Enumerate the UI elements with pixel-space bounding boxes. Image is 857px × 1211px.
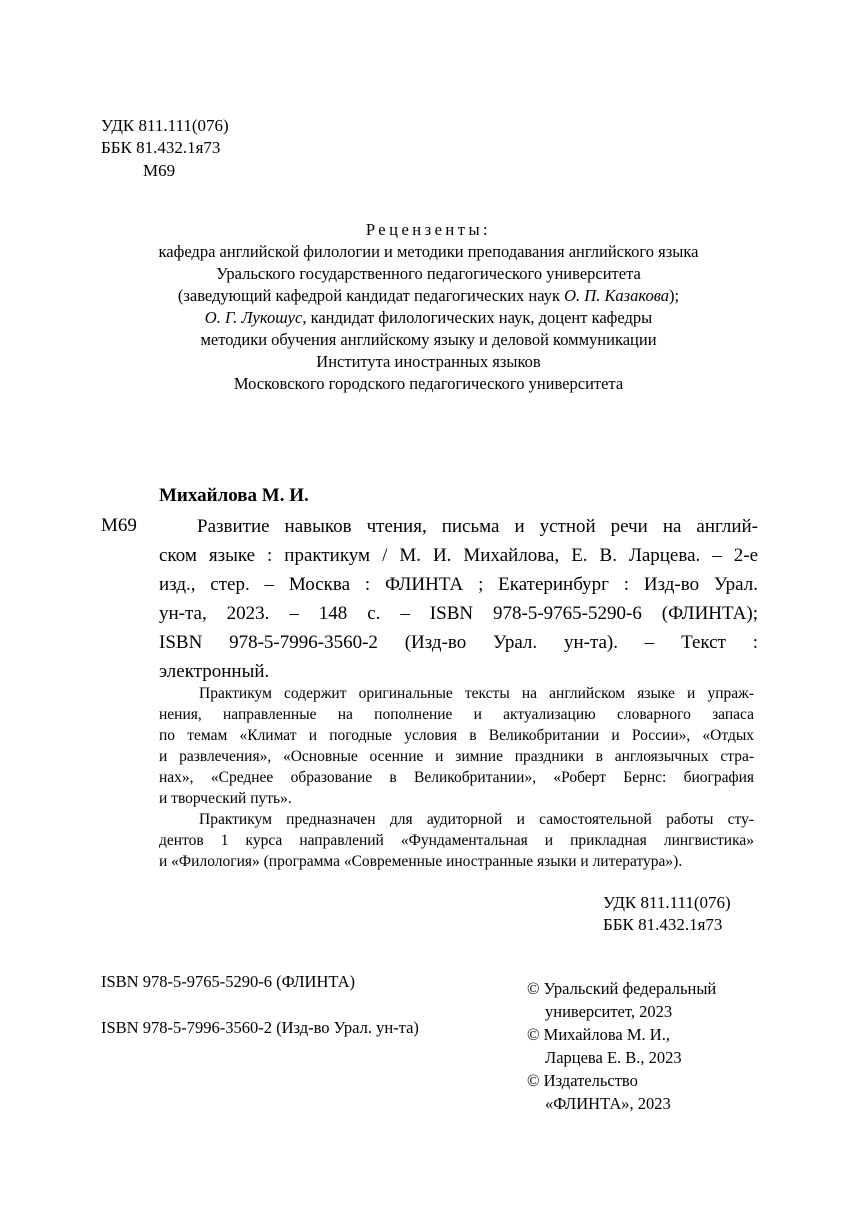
bbk-bottom: ББК 81.432.1я73	[603, 915, 723, 934]
entry-line: ском языке : практикум / М. И. Михайлова, Е. В. Ларцева. – 2-е	[159, 545, 758, 566]
copyright-line: университет, 2023	[545, 1002, 673, 1021]
reviewers-block	[0, 219, 857, 395]
copyright-line: Ларцева Е. В., 2023	[545, 1048, 682, 1067]
annotation-line: нения, направленные на пополнение и актуализацию словарного запаса	[159, 706, 754, 723]
reviewer-head-line	[0, 285, 857, 307]
reviewer-second-univ: Московского городского педагогического университета	[233, 374, 624, 393]
reviewer-dept-line: кафедра английской филологии и методики преподавания английского языка	[158, 242, 699, 261]
annotation-line: и развлечения», «Основные осенние и зимние праздники в англоязычных стра-	[159, 748, 754, 765]
udk-top: УДК 811.111(076)	[101, 116, 229, 135]
reviewer-univ-line: Уральского государственного педагогического университета	[216, 264, 641, 283]
entry-line: изд., стер. – Москва : ФЛИНТА ; Екатеринбург : Изд-во Урал.	[159, 574, 758, 595]
isbn-flinta: ISBN 978-5-9765-5290-6 (ФЛИНТА)	[101, 972, 356, 991]
copyright-line: © Издательство	[527, 1071, 638, 1090]
reviewer-head-suffix: );	[669, 286, 680, 305]
reviewer-second-name: О. Г. Лукошус	[204, 308, 303, 327]
entry-line: ISBN 978-5-7996-3560-2 (Изд-во Урал. ун-та). – Текст :	[159, 632, 758, 653]
annotation-line: и творческий путь».	[159, 790, 292, 807]
entry-code: М69	[101, 515, 137, 536]
reviewer-second-inst: Института иностранных языков	[316, 352, 541, 371]
annotation-line: Практикум содержит оригинальные тексты на английском языке и упраж-	[199, 685, 754, 702]
entry-description	[159, 512, 758, 686]
annotation-line: Практикум предназначен для аудиторной и самостоятельной работы сту-	[199, 811, 754, 828]
copyright-line: «ФЛИНТА», 2023	[545, 1094, 671, 1113]
reviewer-second-suffix: , кандидат филологических наук, доцент кафедры	[302, 308, 653, 327]
bbk-top: ББК 81.432.1я73	[101, 138, 221, 157]
copyright-block	[527, 977, 716, 1115]
entry-line: электронный.	[159, 661, 270, 682]
entry-line: ун-та, 2023. – 148 с. – ISBN 978-5-9765-5290-6 (ФЛИНТА);	[159, 603, 758, 624]
author-code-top: М69	[143, 161, 176, 180]
reviewer-second-dept: методики обучения английскому языку и деловой коммуникации	[200, 330, 657, 349]
annotation	[159, 683, 754, 872]
reviewer-second-line	[0, 307, 857, 329]
annotation-line: по темам «Климат и погодные условия в Великобритании и России», «Отдых	[159, 727, 754, 744]
copyright-line: © Михайлова М. И.,	[527, 1025, 670, 1044]
reviewers-heading: Рецензенты:	[365, 220, 492, 239]
entry-author: Михайлова М. И.	[159, 485, 309, 506]
annotation-line: нах», «Среднее образование в Великобритании», «Роберт Бернс: биография	[159, 769, 754, 786]
annotation-line: и «Филология» (программа «Современные иностранные языки и литература»).	[159, 853, 683, 870]
isbn-ural: ISBN 978-5-7996-3560-2 (Изд-во Урал. ун-та)	[101, 1018, 419, 1037]
entry-line: Развитие навыков чтения, письма и устной речи на англий-	[197, 516, 758, 537]
annotation-line: дентов 1 курса направлений «Фундаментальная и прикладная лингвистика»	[159, 832, 754, 849]
reviewer-head-prefix: (заведующий кафедрой кандидат педагогических наук	[177, 286, 565, 305]
reviewer-head-name: О. П. Казакова	[564, 286, 670, 305]
copyright-line: © Уральский федеральный	[527, 979, 717, 998]
udk-bottom: УДК 811.111(076)	[603, 893, 731, 912]
